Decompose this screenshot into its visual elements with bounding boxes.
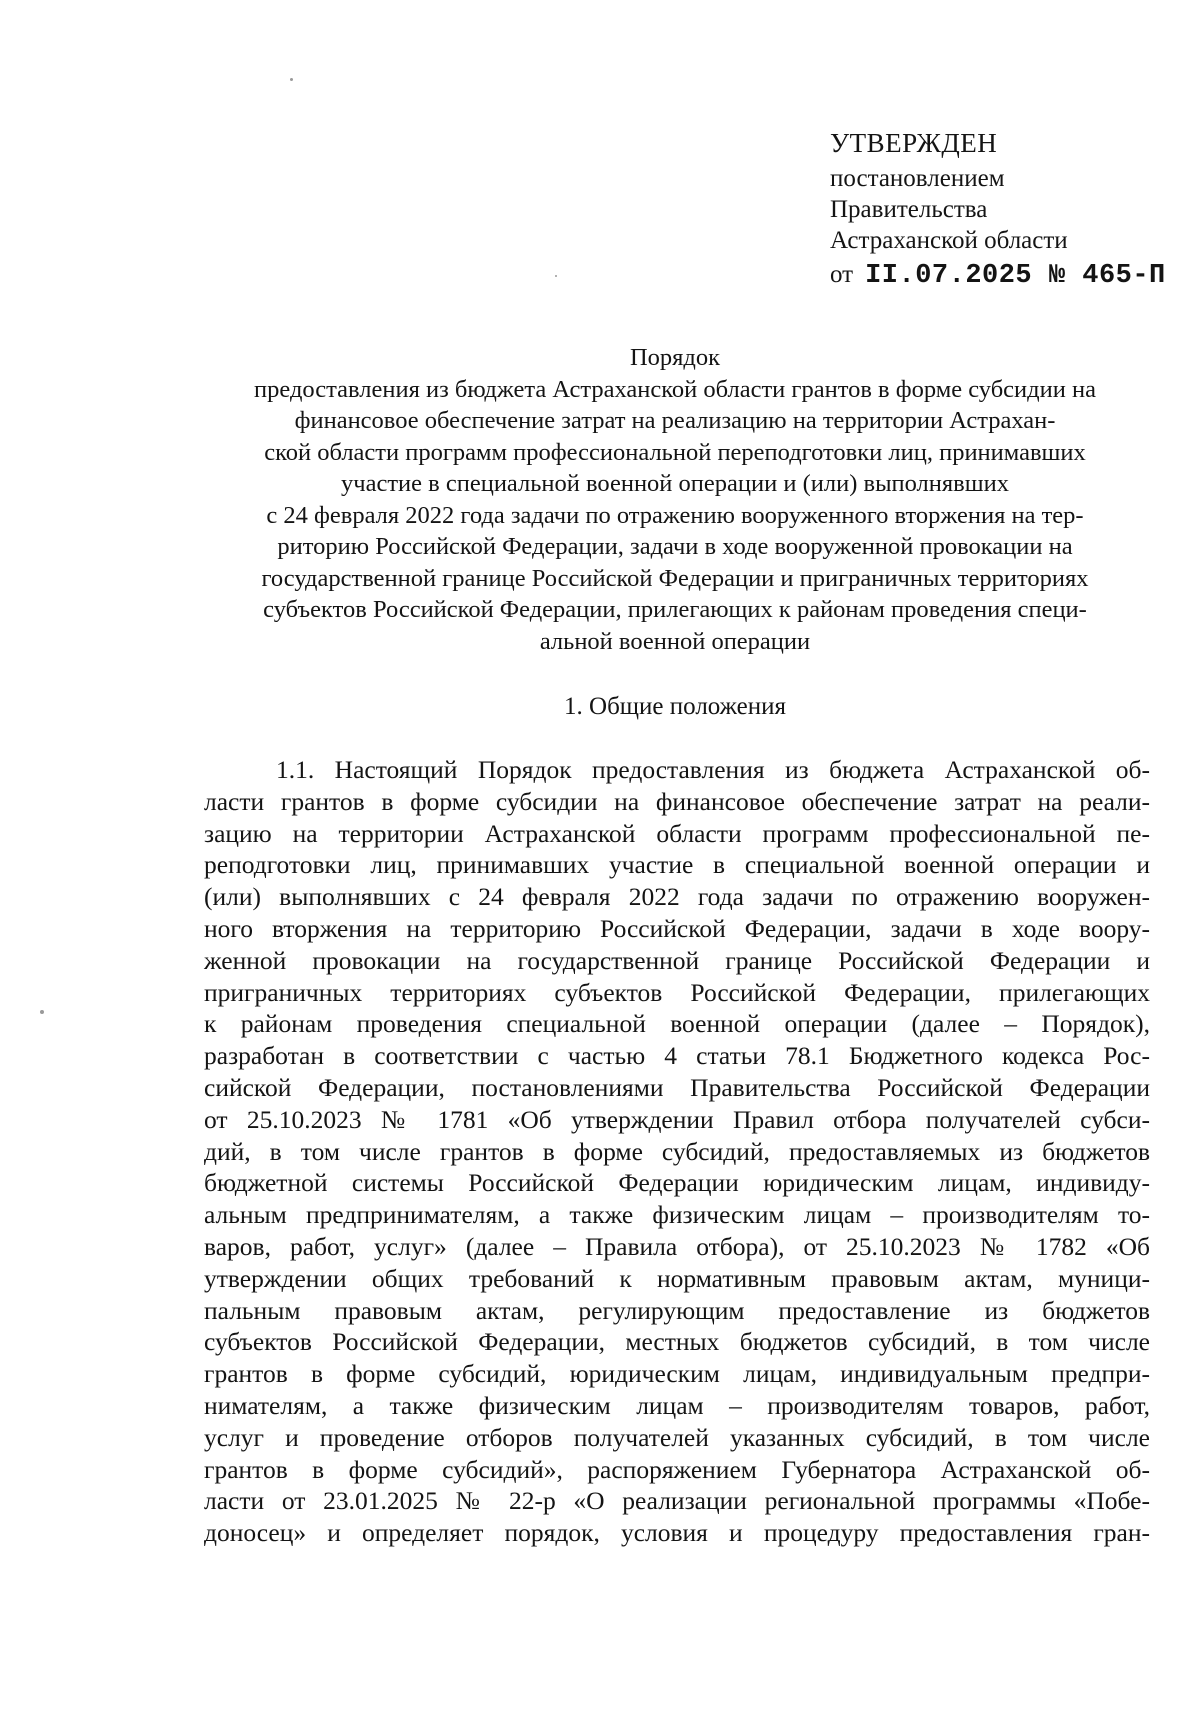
title-line: финансовое обеспечение затрат на реализацию на территории Астрахан- xyxy=(294,407,1056,434)
body-line: грантов в форме субсидий», распоряжением Губернатора Астраханской об- xyxy=(204,1454,1150,1484)
body-line: реподготовки лиц, принимавших участие в специальной военной операции и xyxy=(204,850,1150,880)
body-line: варов, работ, услуг» (далее – Правила отбора), от 25.10.2023 № 1782 «Об xyxy=(204,1231,1150,1261)
body-line: 1.1. Настоящий Порядок предоставления из бюджета Астраханской об- xyxy=(276,755,1150,784)
body-line: бюджетной системы Российской Федерации юридическим лицам, индивиду- xyxy=(204,1168,1150,1198)
body-line: ласти от 23.01.2025 № 22-р «О реализации региональной программы «Побе- xyxy=(204,1486,1150,1516)
body-line: от 25.10.2023 № 1781 «Об утверждении Правил отбора получателей субси- xyxy=(204,1104,1150,1134)
approval-date-number: II.07.2025 № 465-П xyxy=(865,261,1166,291)
body-line: женной провокации на государственной границе Российской Федерации и xyxy=(204,945,1150,975)
title-line: субъектов Российской Федерации, прилегающих к районам проведения специ- xyxy=(263,596,1087,623)
title-line: с 24 февраля 2022 года задачи по отражению вооруженного вторжения на тер- xyxy=(266,501,1084,529)
body-line: услуг и проведение отборов получателей указанных субсидий, в том числе xyxy=(204,1422,1150,1452)
document-title xyxy=(190,342,1160,657)
body-line: ного вторжения на территорию Российской Федерации, задачи в ходе воору- xyxy=(204,913,1150,943)
body-line: зацию на территории Астраханской области программ профессиональной пе- xyxy=(204,818,1150,848)
approval-heading: УТВЕРЖДЕН xyxy=(830,128,998,158)
body-line: доносец» и определяет порядок, условия и процедуру предоставления гран- xyxy=(204,1518,1150,1548)
title-line: альной военной операции xyxy=(539,627,811,655)
approval-line-1: постановлением xyxy=(830,165,1005,192)
scan-speck xyxy=(40,1010,44,1014)
body-line: приграничных территориях субъектов Российской Федерации, прилегающих xyxy=(204,977,1150,1007)
body-line: утверждении общих требований к нормативным правовым актам, муници- xyxy=(204,1263,1150,1293)
body-line: ласти грантов в форме субсидии на финансовое обеспечение затрат на реали- xyxy=(204,786,1150,816)
approval-line-3: Астраханской области xyxy=(830,227,1068,254)
body-line: грантов в форме субсидий, юридическим лицам, индивидуальным предпри- xyxy=(204,1359,1150,1389)
title-line: государственной границе Российской Федерации и приграничных территориях xyxy=(261,564,1089,592)
body-line: к районам проведения специальной военной операции (далее – Порядок), xyxy=(204,1009,1150,1039)
approval-block xyxy=(830,128,1170,292)
body-line: субъектов Российской Федерации, местных бюджетов субсидий, в том числе xyxy=(204,1327,1150,1357)
title-line: участие в специальной военной операции и (или) выполнявших xyxy=(341,470,1009,497)
approval-date-line xyxy=(830,259,1170,292)
body-line: нимателям, а также физическим лицам – производителям товаров, работ, xyxy=(204,1390,1150,1420)
body-paragraph xyxy=(204,754,1150,1549)
body-line: сийской Федерации, постановлениями Правительства Российской Федерации xyxy=(204,1072,1150,1102)
body-line: пальным правовым актам, регулирующим предоставление из бюджетов xyxy=(204,1295,1150,1325)
body-line: дий, в том числе грантов в форме субсидий, предоставляемых из бюджетов xyxy=(204,1136,1150,1166)
title-line: предоставления из бюджета Астраханской области грантов в форме субсидии на xyxy=(254,375,1096,403)
scan-speck xyxy=(290,78,293,81)
approval-line-2: Правительства xyxy=(830,196,988,223)
approval-date-prefix: от xyxy=(830,261,854,288)
title-line: Порядок xyxy=(629,344,721,371)
section-heading: 1. Общие положения xyxy=(564,693,786,720)
body-line: альным предпринимателям, а также физическим лицам – производителям то- xyxy=(204,1200,1150,1230)
body-line: разработан в соответствии с частью 4 статьи 78.1 Бюджетного кодекса Рос- xyxy=(204,1041,1150,1071)
scan-speck xyxy=(555,275,557,277)
title-line: ской области программ профессиональной переподготовки лиц, принимавших xyxy=(264,438,1086,466)
body-line: (или) выполнявших с 24 февраля 2022 года задачи по отражению вооружен- xyxy=(204,882,1150,912)
title-line: риторию Российской Федерации, задачи в ходе вооруженной провокации на xyxy=(277,533,1073,560)
